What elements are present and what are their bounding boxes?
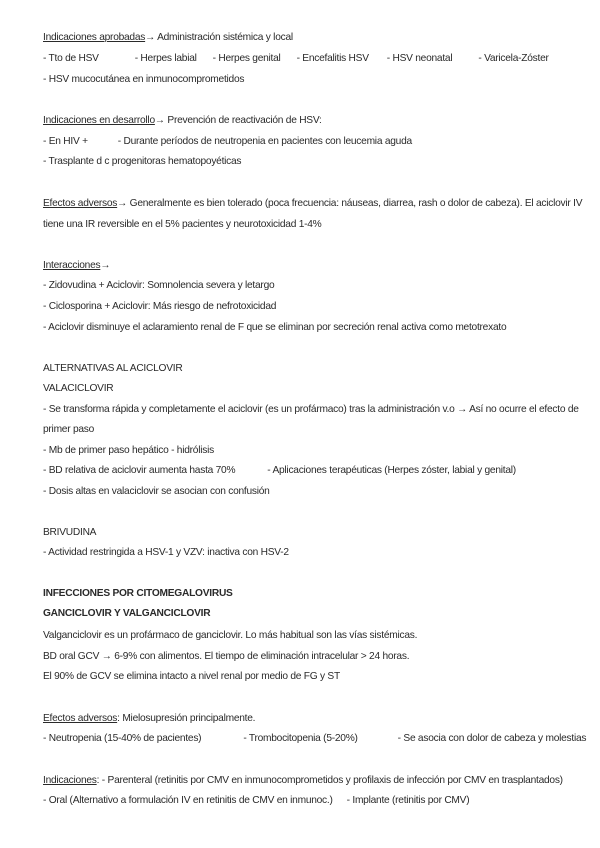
cmv-title-line — [43, 588, 233, 599]
cmv-efecto-3: - Se asocia con dolor de cabeza y molestias — [397, 733, 587, 744]
cmv-indicacion-implante: - Implante (retinitis por CMV) — [346, 795, 470, 806]
desarrollo-item-2: - Trasplante d c progenitoras hematopoyéticas — [43, 156, 242, 167]
cmv-p1-line — [43, 630, 417, 641]
cmv-indicaciones-label: Indicaciones — [43, 775, 97, 786]
valaciclovir-item-3b: - Aplicaciones terapéuticas (Herpes zóster, labial y genital) — [267, 465, 516, 476]
valaciclovir-title: VALACICLOVIR — [43, 383, 114, 394]
desarrollo-label: Indicaciones en desarrollo — [43, 115, 155, 126]
interacciones-item-2: - Ciclosporina + Aciclovir: Más riesgo de nefrotoxicidad — [43, 301, 277, 312]
interacciones-item-3-line — [43, 322, 506, 333]
aprob-item-6: - Varicela-Zóster — [478, 53, 549, 64]
cmv-indicaciones-rest: : - Parenteral (retinitis por CMV en inmunocomprometidos y profilaxis de infección por CMV en trasplantados) — [96, 775, 563, 786]
brivudina-title: BRIVUDINA — [43, 527, 97, 538]
cmv-title: INFECCIONES POR CITOMEGALOVIRUS — [43, 588, 233, 599]
desarrollo-item-1-line — [43, 136, 412, 147]
interacciones-item-3: - Aciclovir disminuye el aclaramiento renal de F que se eliminan por secreción renal activa como metotrexato — [43, 322, 507, 333]
aprob-rest: → Administración sistémica y local — [145, 32, 293, 43]
interacciones-heading-line — [43, 260, 110, 271]
valaciclovir-item-1b-line — [43, 424, 94, 435]
aprob-item-1: - Tto de HSV — [43, 53, 99, 64]
interacciones-item-1: - Zidovudina + Aciclovir: Somnolencia severa y letargo — [43, 280, 275, 291]
alternativas-title: ALTERNATIVAS AL ACICLOVIR — [43, 363, 183, 374]
cmv-indicaciones-2-line — [43, 795, 469, 806]
aprob-item-extra: - HSV mucocutánea en inmunocomprometidos — [43, 74, 245, 85]
cmv-p3: El 90% de GCV se elimina intacto a nivel renal por medio de FG y ST — [43, 671, 340, 682]
alternativas-title-line — [43, 363, 182, 374]
cmv-p1: Valganciclovir es un profármaco de ganciclovir. Lo más habitual son las vías sistémicas. — [43, 630, 418, 641]
interacciones-item-2-line — [43, 301, 276, 312]
valaciclovir-item-2-line — [43, 445, 214, 456]
cmv-p2: BD oral GCV → 6-9% con alimentos. El tiempo de eliminación intracelular > 24 horas. — [43, 651, 410, 662]
valaciclovir-item-4-line — [43, 486, 270, 497]
brivudina-title-line — [43, 527, 96, 538]
aprob-item-3: - Herpes genital — [212, 53, 281, 64]
desarrollo-heading-line — [43, 115, 322, 126]
desarrollo-item-1b: - Durante períodos de neutropenia en pacientes con leucemia aguda — [117, 136, 412, 147]
efectos1-heading-line — [43, 198, 582, 209]
desarrollo-item-1a: - En HIV + — [43, 136, 88, 147]
cmv-efecto-1: - Neutropenia (15-40% de pacientes) — [43, 733, 202, 744]
interacciones-item-1-line — [43, 280, 274, 291]
brivudina-item-1-line — [43, 547, 289, 558]
cmv-efectos-label: Efectos adversos — [43, 713, 118, 724]
cmv-efecto-2: - Trombocitopenia (5-20%) — [243, 733, 358, 744]
cmv-efectos-items-line — [43, 733, 586, 744]
valaciclovir-item-1b: primer paso — [43, 424, 95, 435]
interacciones-label: Interacciones — [43, 260, 101, 271]
valaciclovir-item-3-line — [43, 465, 516, 476]
interacciones-rest: → — [100, 260, 111, 271]
cmv-subtitle-line — [43, 608, 210, 619]
valaciclovir-item-1: - Se transforma rápida y completamente el aciclovir (es un profármaco) tras la administración v.o → Así no ocurre el efecto de — [43, 404, 579, 415]
cmv-indicacion-oral: - Oral (Alternativo a formulación IV en retinitis de CMV en inmunoc.) — [43, 795, 333, 806]
cmv-efectos-line — [43, 713, 255, 724]
valaciclovir-item-1-line — [43, 404, 579, 415]
cmv-p3-line — [43, 671, 340, 682]
efectos1-text-2: tiene una IR reversible en el 5% pacientes y neurotoxicidad 1-4% — [43, 219, 322, 230]
cmv-efectos-rest: : Mielosupresión principalmente. — [117, 713, 256, 724]
efectos1-label: Efectos adversos — [43, 198, 118, 209]
efectos1-line-2 — [43, 219, 321, 230]
aprob-item-2: - Herpes labial — [134, 53, 197, 64]
aprob-item-4: - Encefalitis HSV — [296, 53, 369, 64]
valaciclovir-item-2: - Mb de primer paso hepático - hidrólisis — [43, 445, 214, 456]
cmv-subtitle: GANCICLOVIR Y VALGANCICLOVIR — [43, 608, 211, 619]
brivudina-item-1: - Actividad restringida a HSV-1 y VZV: inactiva con HSV-2 — [43, 547, 289, 558]
aprob-label: Indicaciones aprobadas — [43, 32, 146, 43]
cmv-p2-line — [43, 651, 409, 662]
desarrollo-item-2-line — [43, 156, 241, 167]
aprob-extra-line — [43, 74, 244, 85]
valaciclovir-title-line — [43, 383, 113, 394]
aprob-item-5: - HSV neonatal — [386, 53, 453, 64]
desarrollo-rest: → Prevención de reactivación de HSV: — [154, 115, 322, 126]
cmv-indicaciones-line — [43, 775, 563, 786]
aprob-items-line — [43, 53, 549, 64]
efectos1-rest: → Generalmente es bien tolerado (poca frecuencia: náuseas, diarrea, rash o dolor de cabeza). El aciclovir IV — [117, 198, 583, 209]
aprob-heading-line — [43, 32, 293, 43]
valaciclovir-item-3a: - BD relativa de aciclovir aumenta hasta 70% — [43, 465, 236, 476]
valaciclovir-item-4: - Dosis altas en valaciclovir se asocian con confusión — [43, 486, 270, 497]
